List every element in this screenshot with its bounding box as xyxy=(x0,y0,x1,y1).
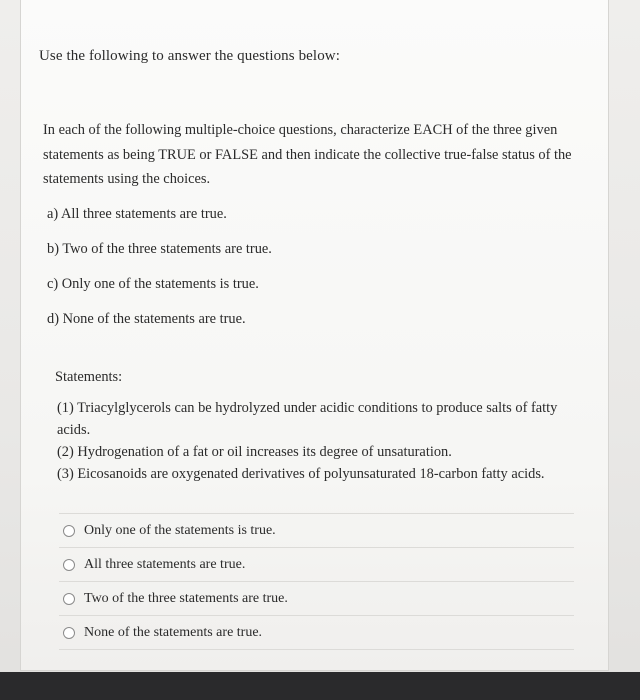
answer-option-4[interactable] xyxy=(59,616,574,650)
statements-label: Statements: xyxy=(55,369,123,385)
answer-option-label: None of the statements are true. xyxy=(84,624,263,640)
answer-option-label: Two of the three statements are true. xyxy=(84,590,288,606)
statement-1: (1) Triacylglycerols can be hydrolyzed under acidic conditions to produce salts of fatty acids. xyxy=(57,400,558,438)
answer-option-2[interactable] xyxy=(59,548,574,582)
answer-option-label: All three statements are true. xyxy=(84,556,246,572)
answer-option-1[interactable] xyxy=(59,514,574,548)
statements-list xyxy=(57,397,577,485)
choice-b: b) Two of the three statements are true. xyxy=(47,241,272,257)
bottom-bar xyxy=(0,672,640,700)
question-card xyxy=(20,0,609,671)
statement-2: (2) Hydrogenation of a fat or oil increases its degree of unsaturation. xyxy=(57,444,452,460)
answer-option-3[interactable] xyxy=(59,582,574,616)
answer-options xyxy=(59,513,574,650)
radio-unchecked-icon[interactable] xyxy=(63,559,75,571)
intro-text: Use the following to answer the questions below: xyxy=(39,48,340,64)
choice-a: a) All three statements are true. xyxy=(47,206,227,222)
radio-unchecked-icon[interactable] xyxy=(63,627,75,639)
radio-unchecked-icon[interactable] xyxy=(63,525,75,537)
instructions-text: In each of the following multiple-choice questions, characterize EACH of the three given statements as being TRUE or FALSE and then indicate the collective true-false status of the statements using the choices. xyxy=(43,122,572,187)
choices-legend xyxy=(47,204,272,344)
statement-3: (3) Eicosanoids are oxygenated derivatives of polyunsaturated 18-carbon fatty acids. xyxy=(57,466,545,482)
choice-c: c) Only one of the statements is true. xyxy=(47,276,259,292)
answer-option-label: Only one of the statements is true. xyxy=(84,522,276,538)
choice-d: d) None of the statements are true. xyxy=(47,311,246,327)
radio-unchecked-icon[interactable] xyxy=(63,593,75,605)
